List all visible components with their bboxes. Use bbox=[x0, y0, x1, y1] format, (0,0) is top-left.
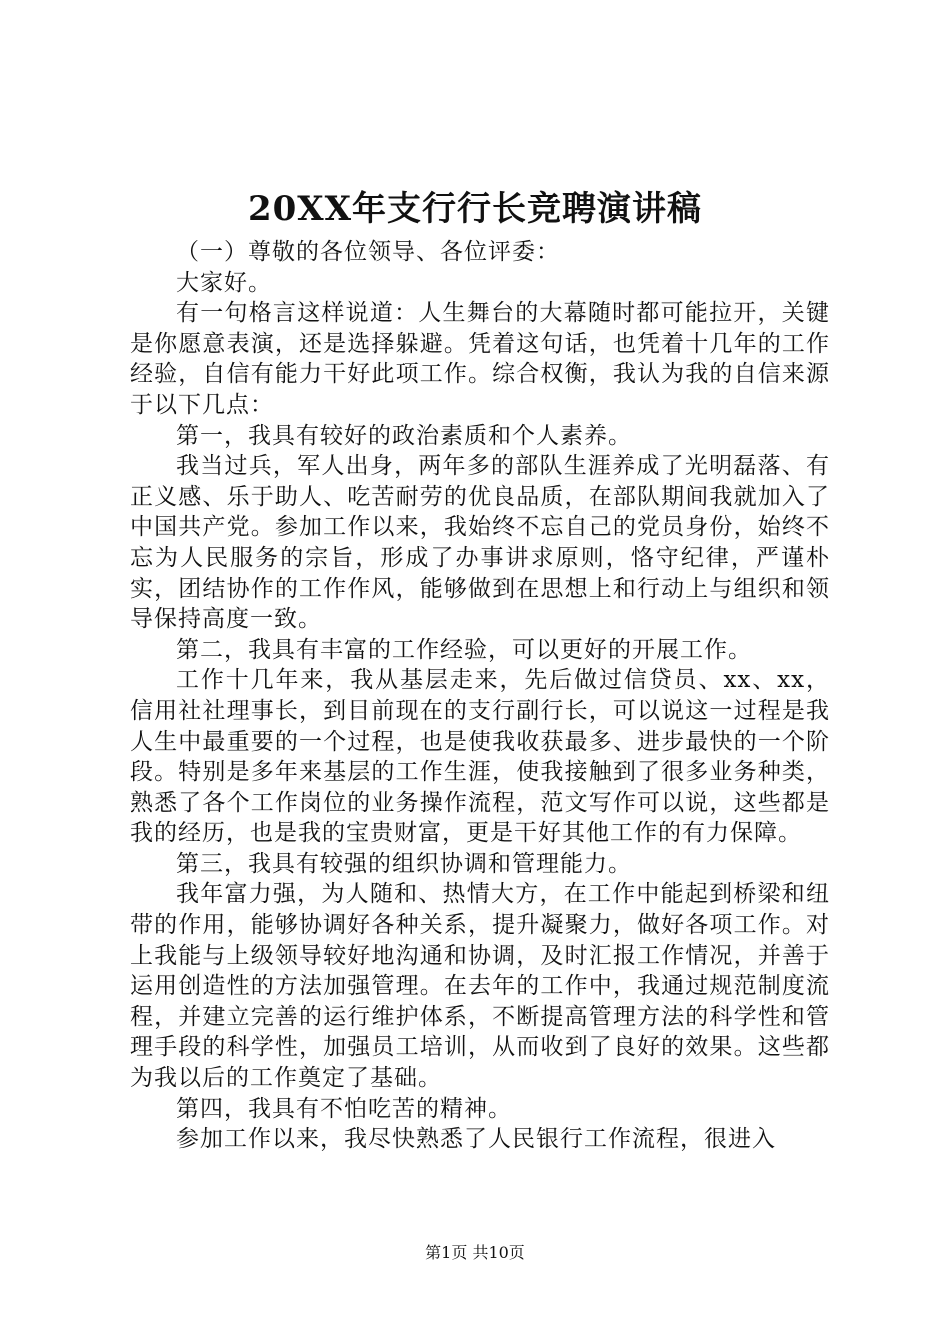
paragraph-point-4-heading: 第四，我具有不怕吃苦的精神。 bbox=[176, 1095, 512, 1122]
paragraph-greeting: 大家好。 bbox=[176, 269, 272, 296]
document-title: 20XX年支行行长竞聘演讲稿 bbox=[247, 189, 703, 229]
paragraph-point-3-body: 我年富力强，为人随和、热情大方，在工作中能起到桥梁和纽带的作用，能够协调好各种关系，提升凝聚力，做好各项工作。对上我能与上级领导较好地沟通和协调，及时汇报工作情况，并善于运用创造性的方法加强管理。在去年的工作中，我通过规范制度流程，并建立完善的运行维护体系，不断提高管理方法的科学性和管理手段的科学性，加强员工培训，从而收到了良好的效果。这些都为我以后的工作奠定了基础。 bbox=[130, 881, 830, 1092]
paragraph-point-3-heading: 第三，我具有较强的组织协调和管理能力。 bbox=[176, 850, 632, 877]
paragraph-point-2-heading: 第二，我具有丰富的工作经验，可以更好的开展工作。 bbox=[176, 636, 752, 663]
paragraph-point-4-body: 参加工作以来，我尽快熟悉了人民银行工作流程，很进入 bbox=[176, 1126, 776, 1153]
page-footer: 第1页 共10页 bbox=[425, 1243, 525, 1262]
document-body bbox=[130, 237, 830, 1155]
paragraph-intro: 有一句格言这样说道：人生舞台的大幕随时都可能拉开，关键是你愿意表演，还是选择躲避。凭着这句话，也凭着十几年的工作经验，自信有能力干好此项工作。综合权衡，我认为我的自信来源于以下几点： bbox=[130, 300, 830, 418]
paragraph-point-2-body: 工作十几年来，我从基层走来，先后做过信贷员、xx、xx，信用社社理事长，到目前现在的支行副行长，可以说这一过程是我人生中最重要的一个过程，也是使我收获最多、进步最快的一个阶段。特别是多年来基层的工作生涯，使我接触到了很多业务种类，熟悉了各个工作岗位的业务操作流程，范文写作可以说，这些都是我的经历，也是我的宝贵财富，更是干好其他工作的有力保障。 bbox=[130, 667, 830, 847]
paragraph-salutation: （一）尊敬的各位领导、各位评委： bbox=[176, 239, 560, 265]
paragraph-point-1-body: 我当过兵，军人出身，两年多的部队生涯养成了光明磊落、有正义感、乐于助人、吃苦耐劳的优良品质，在部队期间我就加入了中国共产党。参加工作以来，我始终不忘自己的党员身份，始终不忘为人民服务的宗旨，形成了办事讲求原则，恪守纪律，严谨朴实，团结协作的工作作风，能够做到在思想上和行动上与组织和领导保持高度一致。 bbox=[130, 453, 830, 633]
paragraph-point-1-heading: 第一，我具有较好的政治素质和个人素养。 bbox=[176, 422, 632, 449]
